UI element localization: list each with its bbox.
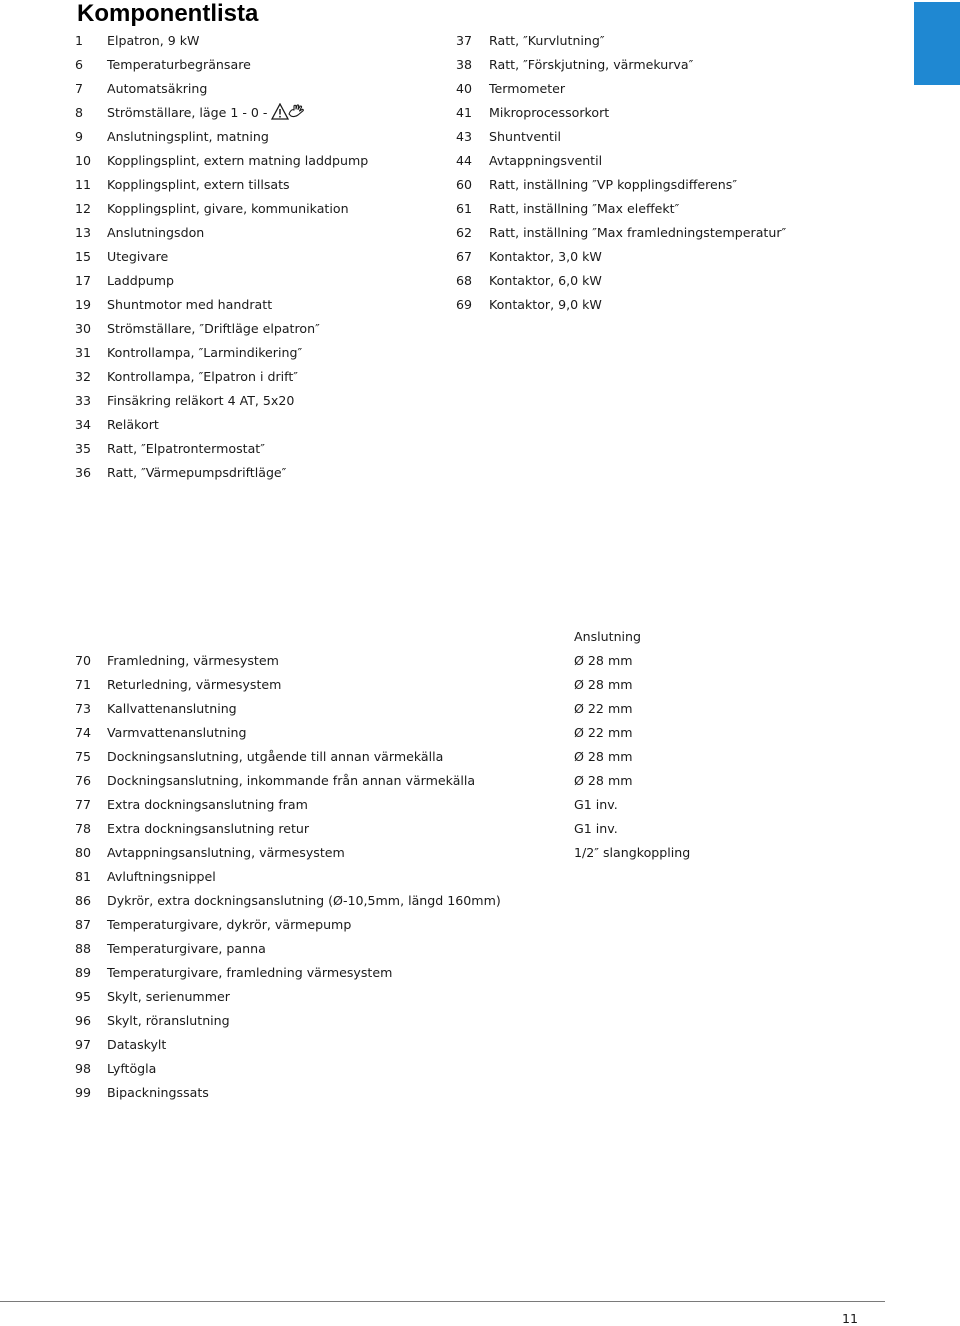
list-item xyxy=(75,245,445,269)
item-label xyxy=(107,985,230,1009)
item-label xyxy=(489,77,565,101)
item-number: 1 xyxy=(75,33,84,48)
list-item xyxy=(75,293,445,317)
connection-column-header: Anslutning xyxy=(574,629,642,644)
list-item xyxy=(75,1057,835,1081)
item-label xyxy=(107,937,266,961)
item-label-text: Ratt, ″Kurvlutning″ xyxy=(489,33,605,48)
list-item xyxy=(75,269,445,293)
item-label-text: Shuntmotor med handratt xyxy=(107,297,273,312)
item-label xyxy=(107,1009,230,1033)
item-label xyxy=(107,1081,209,1105)
item-number: 70 xyxy=(75,653,92,668)
item-number: 44 xyxy=(456,153,473,168)
list-item xyxy=(75,985,835,1009)
item-label-text: Skylt, serienummer xyxy=(107,989,230,1004)
item-label xyxy=(107,317,320,341)
item-label-text: Kontaktor, 3,0 kW xyxy=(489,249,602,264)
item-number: 77 xyxy=(75,797,92,812)
list-item xyxy=(75,173,445,197)
item-number: 15 xyxy=(75,249,92,264)
item-label xyxy=(107,221,204,245)
connection-size: Ø 22 mm xyxy=(574,725,633,740)
item-number: 62 xyxy=(456,225,473,240)
item-label xyxy=(107,173,290,197)
item-label-text: Kallvattenanslutning xyxy=(107,701,237,716)
item-label xyxy=(107,77,207,101)
item-label xyxy=(107,889,501,913)
item-number: 61 xyxy=(456,201,473,216)
item-label xyxy=(107,413,159,437)
item-label-text: Laddpump xyxy=(107,273,174,288)
item-label xyxy=(107,197,349,221)
connection-size: G1 inv. xyxy=(574,797,618,812)
item-label-text: Dockningsanslutning, utgående till annan värmekälla xyxy=(107,749,444,764)
item-number: 19 xyxy=(75,297,92,312)
list-item xyxy=(456,221,896,245)
item-label xyxy=(107,721,247,745)
list-item xyxy=(75,961,835,985)
list-item xyxy=(75,461,445,485)
item-number: 97 xyxy=(75,1037,92,1052)
item-label xyxy=(107,53,251,77)
item-label-text: Skylt, röranslutning xyxy=(107,1013,230,1028)
item-number: 71 xyxy=(75,677,92,692)
list-item xyxy=(456,101,896,125)
item-label xyxy=(489,269,602,293)
list-item xyxy=(75,125,445,149)
item-label-text: Strömställare, ″Driftläge elpatron″ xyxy=(107,321,320,336)
list-item xyxy=(75,29,445,53)
list-item xyxy=(75,1033,835,1057)
list-item xyxy=(456,77,896,101)
item-number: 6 xyxy=(75,57,84,72)
list-item xyxy=(75,913,835,937)
list-item xyxy=(75,197,445,221)
connection-size: 1/2″ slangkoppling xyxy=(574,845,691,860)
item-number: 36 xyxy=(75,465,92,480)
component-list-right xyxy=(456,29,896,317)
list-item xyxy=(456,197,896,221)
connection-list xyxy=(75,649,835,1105)
item-label xyxy=(107,841,345,865)
item-label xyxy=(107,745,443,769)
item-label-text: Extra dockningsanslutning fram xyxy=(107,797,308,812)
item-number: 32 xyxy=(75,369,92,384)
list-item xyxy=(456,245,896,269)
item-label-text: Ratt, ″Förskjutning, värmekurva″ xyxy=(489,57,694,72)
list-item xyxy=(75,149,445,173)
list-item xyxy=(75,673,835,697)
item-label-text: Shuntventil xyxy=(489,129,561,144)
list-item xyxy=(75,101,445,125)
list-item xyxy=(75,745,835,769)
item-label xyxy=(107,101,309,125)
item-number: 98 xyxy=(75,1061,92,1076)
item-label xyxy=(107,697,237,721)
item-label-text: Bipackningssats xyxy=(107,1085,209,1100)
item-number: 80 xyxy=(75,845,92,860)
item-number: 67 xyxy=(456,249,473,264)
list-item xyxy=(75,1009,835,1033)
item-number: 81 xyxy=(75,869,92,884)
item-label-text: Termometer xyxy=(489,81,566,96)
item-label xyxy=(489,53,693,77)
item-label-text: Mikroprocessorkort xyxy=(489,105,610,120)
item-number: 87 xyxy=(75,917,92,932)
item-label-text: Kopplingsplint, extern matning laddpump xyxy=(107,153,369,168)
list-item xyxy=(75,721,835,745)
item-label-text: Returledning, värmesystem xyxy=(107,677,282,692)
list-item xyxy=(75,365,445,389)
item-label xyxy=(107,461,286,485)
item-label-text: Dockningsanslutning, inkommande från annan värmekälla xyxy=(107,773,476,788)
item-label-text: Anslutningsdon xyxy=(107,225,205,240)
item-number: 30 xyxy=(75,321,92,336)
item-label xyxy=(107,269,174,293)
item-label xyxy=(107,389,294,413)
item-label-text: Ratt, inställning ″VP kopplingsdifferens″ xyxy=(489,177,738,192)
item-number: 78 xyxy=(75,821,92,836)
item-label xyxy=(107,245,168,269)
item-label-text: Ratt, ″Elpatrontermostat″ xyxy=(107,441,265,456)
item-label-text: Kontaktor, 9,0 kW xyxy=(489,297,602,312)
item-label-text: Dataskylt xyxy=(107,1037,167,1052)
item-number: 35 xyxy=(75,441,92,456)
item-label xyxy=(489,173,737,197)
page-number: 11 xyxy=(842,1311,859,1326)
section-tab-marker xyxy=(914,2,960,85)
item-label xyxy=(107,865,216,889)
item-number: 74 xyxy=(75,725,92,740)
item-label xyxy=(107,1033,166,1057)
list-item xyxy=(75,53,445,77)
item-label xyxy=(107,673,281,697)
list-item xyxy=(75,937,835,961)
connection-size: Ø 28 mm xyxy=(574,653,633,668)
item-label xyxy=(107,649,279,673)
list-item xyxy=(75,841,835,865)
item-label-text: Reläkort xyxy=(107,417,159,432)
item-label-text: Ratt, inställning ″Max eleffekt″ xyxy=(489,201,680,216)
item-label xyxy=(107,769,475,793)
item-label xyxy=(107,29,199,53)
list-item xyxy=(75,389,445,413)
item-label-text: Kontrollampa, ″Larmindikering″ xyxy=(107,345,303,360)
item-number: 73 xyxy=(75,701,92,716)
item-label xyxy=(107,913,351,937)
item-label-text: Kontrollampa, ″Elpatron i drift″ xyxy=(107,369,298,384)
item-label xyxy=(489,245,602,269)
item-number: 41 xyxy=(456,105,473,120)
item-number: 7 xyxy=(75,81,84,96)
item-number: 40 xyxy=(456,81,473,96)
item-number: 12 xyxy=(75,201,92,216)
item-label-text: Extra dockningsanslutning retur xyxy=(107,821,310,836)
list-item xyxy=(456,173,896,197)
list-item xyxy=(456,53,896,77)
item-label-text: Temperaturbegränsare xyxy=(107,57,251,72)
list-item xyxy=(75,221,445,245)
item-number: 37 xyxy=(456,33,473,48)
connection-size: Ø 28 mm xyxy=(574,677,633,692)
item-number: 33 xyxy=(75,393,92,408)
list-item xyxy=(75,437,445,461)
item-number: 10 xyxy=(75,153,92,168)
item-label xyxy=(107,437,265,461)
item-label xyxy=(107,793,308,817)
item-label-text: Dykrör, extra dockningsanslutning (Ø-10,5mm, längd 160mm) xyxy=(107,893,501,908)
item-label-text: Varmvattenanslutning xyxy=(107,725,247,740)
item-label-text: Avluftningsnippel xyxy=(107,869,216,884)
list-item xyxy=(75,649,835,673)
warning-hand-icon xyxy=(271,103,309,121)
item-label-text: Avtappningsanslutning, värmesystem xyxy=(107,845,345,860)
list-item xyxy=(75,793,835,817)
item-number: 43 xyxy=(456,129,473,144)
item-label-text: Kopplingsplint, givare, kommunikation xyxy=(107,201,349,216)
list-item xyxy=(75,1081,835,1105)
item-number: 17 xyxy=(75,273,92,288)
list-item xyxy=(75,697,835,721)
list-item xyxy=(456,149,896,173)
item-label-text: Automatsäkring xyxy=(107,81,208,96)
item-label-text: Anslutningsplint, matning xyxy=(107,129,269,144)
item-label xyxy=(489,221,786,245)
item-number: 69 xyxy=(456,297,473,312)
item-label-text: Lyftögla xyxy=(107,1061,157,1076)
item-label-text: Kopplingsplint, extern tillsats xyxy=(107,177,290,192)
item-label-text: Utegivare xyxy=(107,249,169,264)
list-item xyxy=(75,817,835,841)
item-number: 99 xyxy=(75,1085,92,1100)
item-label xyxy=(489,293,602,317)
item-label xyxy=(489,101,609,125)
list-item xyxy=(456,269,896,293)
list-item xyxy=(75,769,835,793)
list-item xyxy=(75,77,445,101)
item-number: 9 xyxy=(75,129,84,144)
item-number: 76 xyxy=(75,773,92,788)
list-item xyxy=(456,29,896,53)
list-item xyxy=(456,293,896,317)
page-title: Komponentlista xyxy=(77,0,259,27)
item-label-text: Framledning, värmesystem xyxy=(107,653,279,668)
item-number: 60 xyxy=(456,177,473,192)
item-label-text: Strömställare, läge 1 - 0 - xyxy=(107,105,268,120)
item-number: 88 xyxy=(75,941,92,956)
item-label-text: Elpatron, 9 kW xyxy=(107,33,200,48)
item-label xyxy=(107,1057,156,1081)
item-label-text: Kontaktor, 6,0 kW xyxy=(489,273,602,288)
item-number: 11 xyxy=(75,177,92,192)
item-number: 13 xyxy=(75,225,92,240)
footer-divider xyxy=(0,1301,885,1302)
item-number: 38 xyxy=(456,57,473,72)
list-item xyxy=(75,341,445,365)
connection-size: Ø 22 mm xyxy=(574,701,633,716)
item-number: 95 xyxy=(75,989,92,1004)
item-number: 31 xyxy=(75,345,92,360)
item-label xyxy=(107,125,269,149)
item-label xyxy=(107,293,272,317)
item-label xyxy=(489,29,605,53)
list-item xyxy=(456,125,896,149)
item-number: 34 xyxy=(75,417,92,432)
item-label xyxy=(107,961,392,985)
item-label-text: Temperaturgivare, dykrör, värmepump xyxy=(107,917,352,932)
item-label xyxy=(107,365,298,389)
item-label xyxy=(489,149,602,173)
item-number: 89 xyxy=(75,965,92,980)
list-item xyxy=(75,889,835,913)
item-label xyxy=(107,149,368,173)
item-label-text: Ratt, inställning ″Max framledningstemperatur″ xyxy=(489,225,787,240)
item-label-text: Avtappningsventil xyxy=(489,153,603,168)
connection-size: G1 inv. xyxy=(574,821,618,836)
item-number: 75 xyxy=(75,749,92,764)
item-number: 68 xyxy=(456,273,473,288)
list-item xyxy=(75,865,835,889)
list-item xyxy=(75,317,445,341)
item-label xyxy=(489,197,679,221)
connection-size: Ø 28 mm xyxy=(574,749,633,764)
list-item xyxy=(75,413,445,437)
item-label xyxy=(107,341,302,365)
component-list-left xyxy=(75,29,445,485)
item-number: 8 xyxy=(75,105,84,120)
item-label-text: Ratt, ″Värmepumpsdriftläge″ xyxy=(107,465,287,480)
item-label xyxy=(489,125,561,149)
item-label xyxy=(107,817,309,841)
item-label-text: Temperaturgivare, panna xyxy=(107,941,266,956)
item-label-text: Temperaturgivare, framledning värmesystem xyxy=(107,965,393,980)
item-label-text: Finsäkring reläkort 4 AT, 5x20 xyxy=(107,393,295,408)
connection-size: Ø 28 mm xyxy=(574,773,633,788)
item-number: 86 xyxy=(75,893,92,908)
item-number: 96 xyxy=(75,1013,92,1028)
